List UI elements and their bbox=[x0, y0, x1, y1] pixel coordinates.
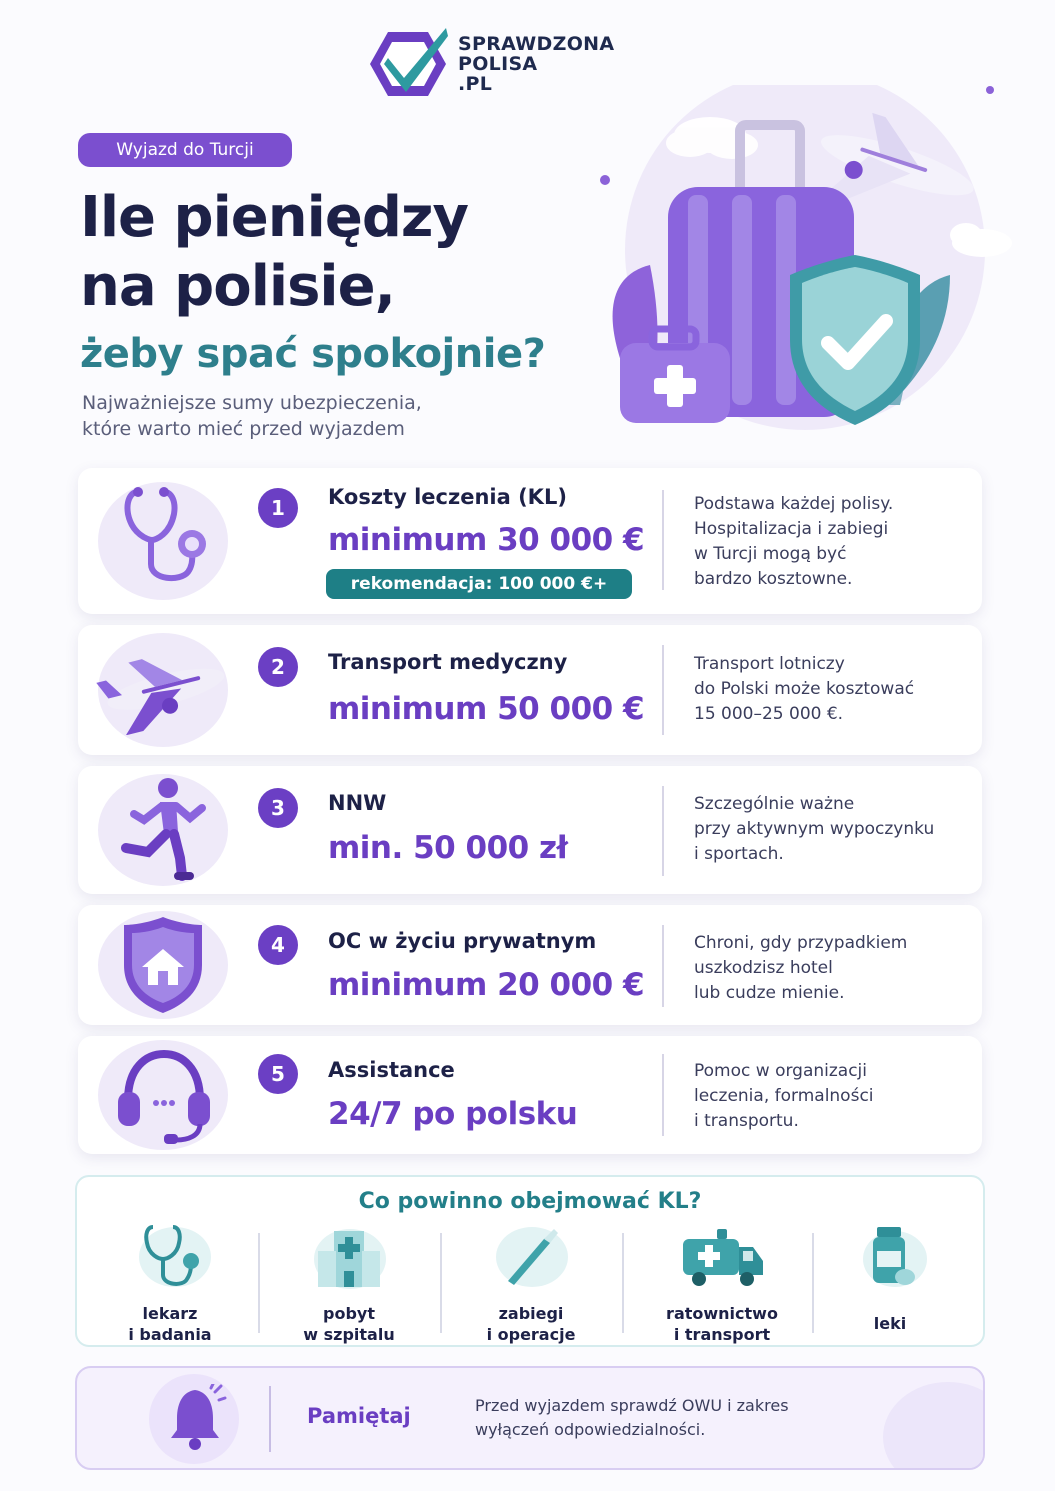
divider bbox=[662, 1054, 664, 1136]
recommendation-badge: rekomendacja: 100 000 €+ bbox=[326, 569, 632, 599]
kl-item-doctor: lekarz i badania bbox=[85, 1221, 255, 1341]
card-medical-transport bbox=[78, 625, 982, 755]
kl-title: Co powinno obejmować KL? bbox=[358, 1189, 702, 1214]
house-shield-icon bbox=[118, 913, 208, 1017]
card-value: minimum 20 000 € bbox=[328, 967, 645, 1003]
card-value: minimum 50 000 € bbox=[328, 691, 645, 727]
page-title-line1: Ile pieniędzy bbox=[80, 185, 468, 250]
card-description: Szczególnie ważne przy aktywnym wypoczynku i sportach. bbox=[694, 794, 935, 864]
card-value: min. 50 000 zł bbox=[328, 830, 568, 866]
divider bbox=[662, 490, 664, 590]
scalpel-icon bbox=[486, 1221, 576, 1291]
page-title-line3: żeby spać spokojnie? bbox=[80, 331, 546, 377]
airplane-icon bbox=[96, 645, 230, 735]
logo-icon bbox=[366, 28, 450, 100]
card-description: Chroni, gdy przypadkiem uszkodzisz hotel lub cudze mienie. bbox=[694, 933, 908, 1003]
divider bbox=[622, 1233, 624, 1333]
kl-item-surgery: zabiegi i operacje bbox=[446, 1221, 616, 1341]
card-description: Podstawa każdej polisy. Hospitalizacja i zabiegi w Turcji mogą być bardzo kosztowne. bbox=[694, 494, 894, 589]
card-description: Transport lotniczy do Polski może kosztować 15 000–25 000 €. bbox=[694, 654, 915, 724]
card-liability-insurance bbox=[78, 905, 982, 1025]
kl-coverage-box bbox=[75, 1175, 985, 1347]
card-label: Assistance bbox=[328, 1058, 455, 1082]
divider bbox=[662, 645, 664, 735]
stethoscope-icon bbox=[118, 482, 218, 594]
divider bbox=[662, 925, 664, 1007]
bell-icon bbox=[167, 1384, 227, 1452]
reminder-text: Przed wyjazdem sprawdź OWU i zakres wyłączeń odpowiedzialności. bbox=[475, 1396, 789, 1439]
divider bbox=[258, 1233, 260, 1333]
first-aid-kit-icon bbox=[620, 329, 730, 423]
subtitle: Najważniejsze sumy ubezpieczenia, które warto mieć przed wyjazdem bbox=[82, 392, 422, 440]
card-value: 24/7 po polsku bbox=[328, 1096, 578, 1132]
step-number: 5 bbox=[258, 1054, 298, 1094]
ambulance-icon bbox=[677, 1221, 767, 1291]
hero-illustration bbox=[590, 85, 1030, 445]
reminder-label: Pamiętaj bbox=[307, 1404, 411, 1428]
card-medical-costs bbox=[78, 468, 982, 614]
divider bbox=[440, 1233, 442, 1333]
decoration bbox=[883, 1382, 985, 1470]
step-number: 1 bbox=[258, 488, 298, 528]
logo-wordmark: SPRAWDZONA POLISA .PL bbox=[458, 33, 615, 95]
step-number: 2 bbox=[258, 647, 298, 687]
card-label: NNW bbox=[328, 791, 387, 815]
card-description: Pomoc w organizacji leczenia, formalności i transportu. bbox=[694, 1061, 874, 1131]
kl-item-hospital: pobyt w szpitalu bbox=[264, 1221, 434, 1341]
runner-icon bbox=[114, 774, 210, 886]
card-assistance bbox=[78, 1036, 982, 1154]
reminder-box bbox=[75, 1366, 985, 1470]
card-accident-insurance bbox=[78, 766, 982, 894]
card-label: OC w życiu prywatnym bbox=[328, 929, 597, 953]
kl-item-rescue: ratownictwo i transport bbox=[637, 1221, 807, 1341]
step-number: 4 bbox=[258, 925, 298, 965]
stethoscope-icon bbox=[125, 1221, 215, 1291]
divider bbox=[269, 1386, 271, 1452]
step-number: 3 bbox=[258, 788, 298, 828]
headset-icon bbox=[112, 1046, 216, 1146]
card-label: Koszty leczenia (KL) bbox=[328, 485, 567, 509]
page-title-line2: na polisie, bbox=[80, 254, 395, 319]
card-label: Transport medyczny bbox=[328, 650, 568, 674]
card-value: minimum 30 000 € bbox=[328, 522, 645, 558]
kl-item-medicine: leki bbox=[805, 1221, 975, 1341]
destination-pill: Wyjazd do Turcji bbox=[78, 133, 292, 167]
hospital-icon bbox=[304, 1221, 394, 1291]
divider bbox=[662, 786, 664, 876]
medicine-icon bbox=[845, 1221, 935, 1291]
